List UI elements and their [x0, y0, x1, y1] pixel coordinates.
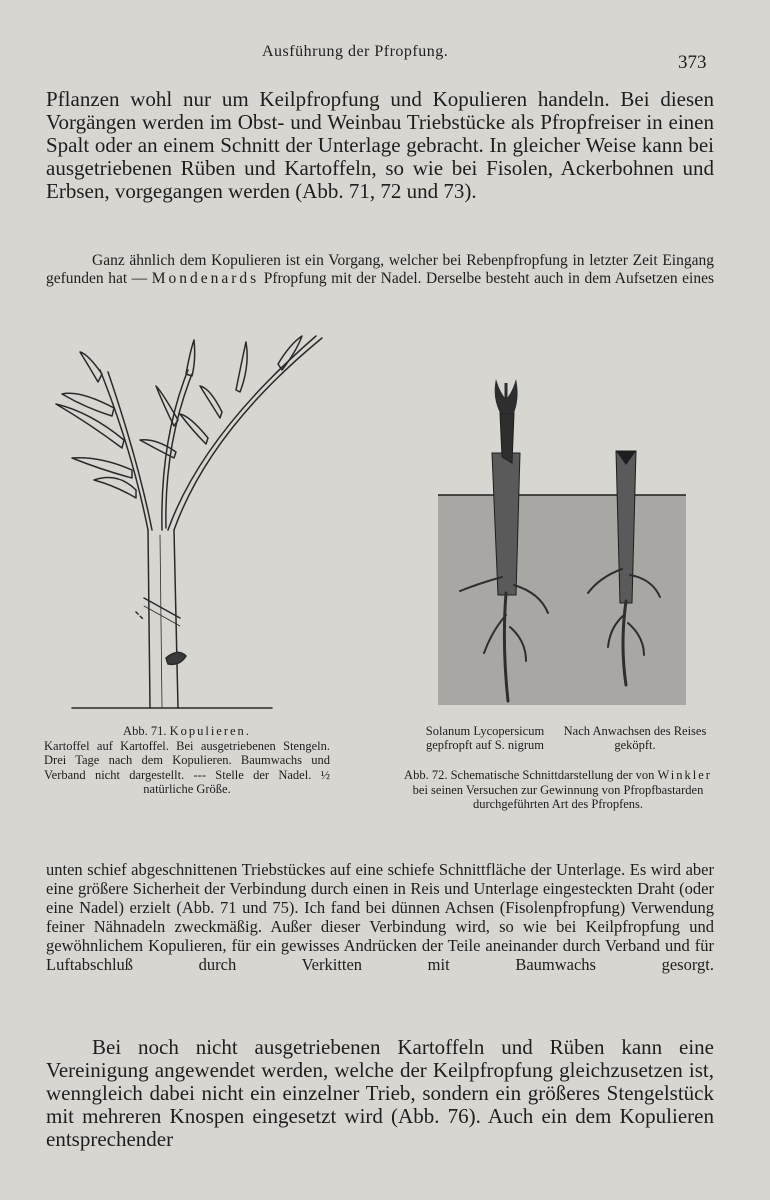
figure-71-title: Kopulieren.	[169, 724, 251, 738]
figure-72-caption	[402, 768, 714, 812]
paragraph-1: Pflanzen wohl nur um Keilpfropfung und Kopulieren handeln. Bei diesen Vorgängen werden im Obst- und Weinbau Triebstücke als Pfropfreiser in einen Spalt oder an einem Schnitt der Unterlage gebracht. In gleicher Weise kann bei ausgetriebenen Rüben und Kartoffeln, so wie bei Fisolen, Ackerbohnen und Erbsen, vorgegangen werden (Abb. 71, 72 und 73).	[46, 87, 714, 203]
figure-72-right-label: Nach Anwachsen des Reises geköpft.	[563, 724, 707, 752]
running-title: Ausführung der Pfropfung.	[262, 43, 449, 60]
figure-72-left-label: Solanum Lycopersicum gepfropft auf S. nigrum	[425, 724, 545, 752]
paragraph-4: Bei noch nicht ausgetriebenen Kartoffeln und Rüben kann eine Vereinigung angewendet werden, welche der Keilpfropfung gleichzusetzen ist, wenngleich dabei nicht ein einzelner Trieb, sondern ein größeres Stengelstück mit mehreren Knospen eingesetzt wird (Abb. 76). Auch ein dem Kopulieren entsprechender	[46, 1035, 714, 1151]
figure-72-caption-a: Schematische Schnittdarstellung der von	[450, 768, 655, 782]
figure-72-caption-b: bei seinen Versuchen zur Gewinnung von Pfropfbastarden durchgeführten Art des Pfropfens.	[412, 782, 704, 811]
paragraph-2-text-a: Ganz ähnlich dem Kopulieren ist ein Vorgang, welcher bei Rebenpfropfung in letzter Zeit Eingang gefunden hat —	[46, 252, 714, 287]
figure-72-label: Abb. 72.	[404, 768, 448, 782]
figure-72-illustration	[430, 365, 690, 710]
paragraph-3: unten schief abgeschnittenen Triebstückes auf eine schiefe Schnittfläche der Unterlage. Es wird aber eine größere Sicherheit der Verbindung durch einen in Reis und Unterlage eingesteckten Draht (oder eine Nadel) erzielt (Abb. 71 und 75). Ich fand bei dünnen Achsen (Fisolenpfropfung) Verwendung feiner Nähnadeln zweckmäßig. Außer dieser Verbindung wird, so wie bei Keilpfropfung und gewöhnlichem Kopulieren, für ein gewisses Andrücken der Teile aneinander durch Verband und für Luftabschluß durch Verkitten mit Baumwachs gesorgt.	[46, 860, 714, 974]
paragraph-2	[46, 252, 714, 288]
figure-71-label: Abb. 71.	[123, 724, 167, 738]
figure-71-caption	[44, 724, 330, 797]
page-number: 373	[678, 52, 707, 73]
figure-71-illustration	[40, 330, 380, 715]
figure-71-caption-text: Kartoffel auf Kartoffel. Bei ausgetriebenen Stengeln. Drei Tage nach dem Kopulieren. Baumwachs und Verband nicht dargestellt. --- Stelle der Nadel. ½ natürliche Größe.	[44, 738, 330, 796]
figure-72-author: Winkler	[657, 768, 712, 782]
paragraph-2-text-b: Pfropfung mit der Nadel. Derselbe besteht auch in dem Aufsetzen eines	[263, 270, 715, 287]
page-header	[0, 38, 770, 78]
figure-71-title-line	[44, 724, 330, 739]
paragraph-2-name: Mondenards	[151, 270, 260, 287]
